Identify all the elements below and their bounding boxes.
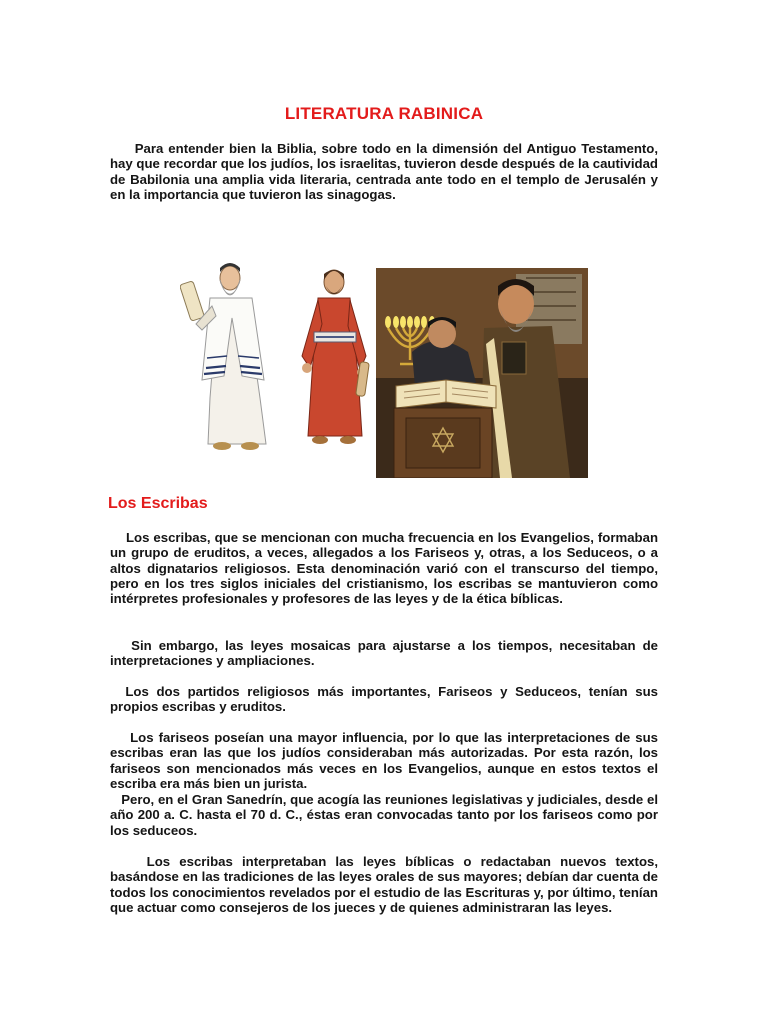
paragraph-interpretacion: Los escribas interpretaban las leyes bíblicas o redactaban nuevos textos, basándose en las tradiciones de las leyes orales de sus mayores; debían dar cuenta de todos los conocimientos revelados por el estudio de las Escrituras y, por último, tenían que actuar como consejeros de los jueces y de quienes administraran las leyes. <box>110 854 658 915</box>
paragraph-sanedrin: Pero, en el Gran Sanedrín, que acogía las reuniones legislativas y judiciales, desde el año 200 a. C. hasta el 70 d. C., éstas eran convocadas tanto por los fariseos como por los seduceos. <box>110 792 658 838</box>
rabbi-with-tallit-illustration <box>180 258 282 458</box>
paragraph-partidos: Los dos partidos religiosos más importantes, Fariseos y Seduceos, tenían sus propios escribas y eruditos. <box>110 684 658 715</box>
paragraph-escribas-intro: Los escribas, que se mencionan con mucha frecuencia en los Evangelios, formaban un grupo de eruditos, a veces, allegados a los Fariseos y, otras, a los Seduceos, o a altos dignatarios religiosos. Esta denominación varió con el transcurso del tiempo, pero en los tres siglos iniciales del cristianismo, los escribas se mantuvieron como intérpretes profesionales y profesores de las leyes y de la ética bíblicas. <box>110 530 658 607</box>
scribes-studying-torah-painting <box>376 268 588 478</box>
paragraph-fariseos: Los fariseos poseían una mayor influencia, por lo que las interpretaciones de sus escribas eran las que los judíos consideraban más autorizadas. Por esta razón, los fariseos son mencionados más veces en los Evangelios, aunque en estos textos el escriba era más bien un jurista. <box>110 730 658 791</box>
page-title: LITERATURA RABINICA <box>284 104 484 123</box>
paragraph-leyes-mosaicas: Sin embargo, las leyes mosaicas para ajustarse a los tiempos, necesitaban de interpretaciones y ampliaciones. <box>110 638 658 669</box>
intro-paragraph: Para entender bien la Biblia, sobre todo en la dimensión del Antiguo Testamento, hay que recordar que los judíos, los israelitas, tuvieron desde después de la cautividad de Babilonia una amplia vida literaria, centrada ante todo en el templo de Jerusalén y en la importancia que tuvieron las sinagogas. <box>110 141 658 202</box>
man-in-red-robe-illustration <box>292 264 378 454</box>
section-heading: Los Escribas <box>108 495 208 512</box>
